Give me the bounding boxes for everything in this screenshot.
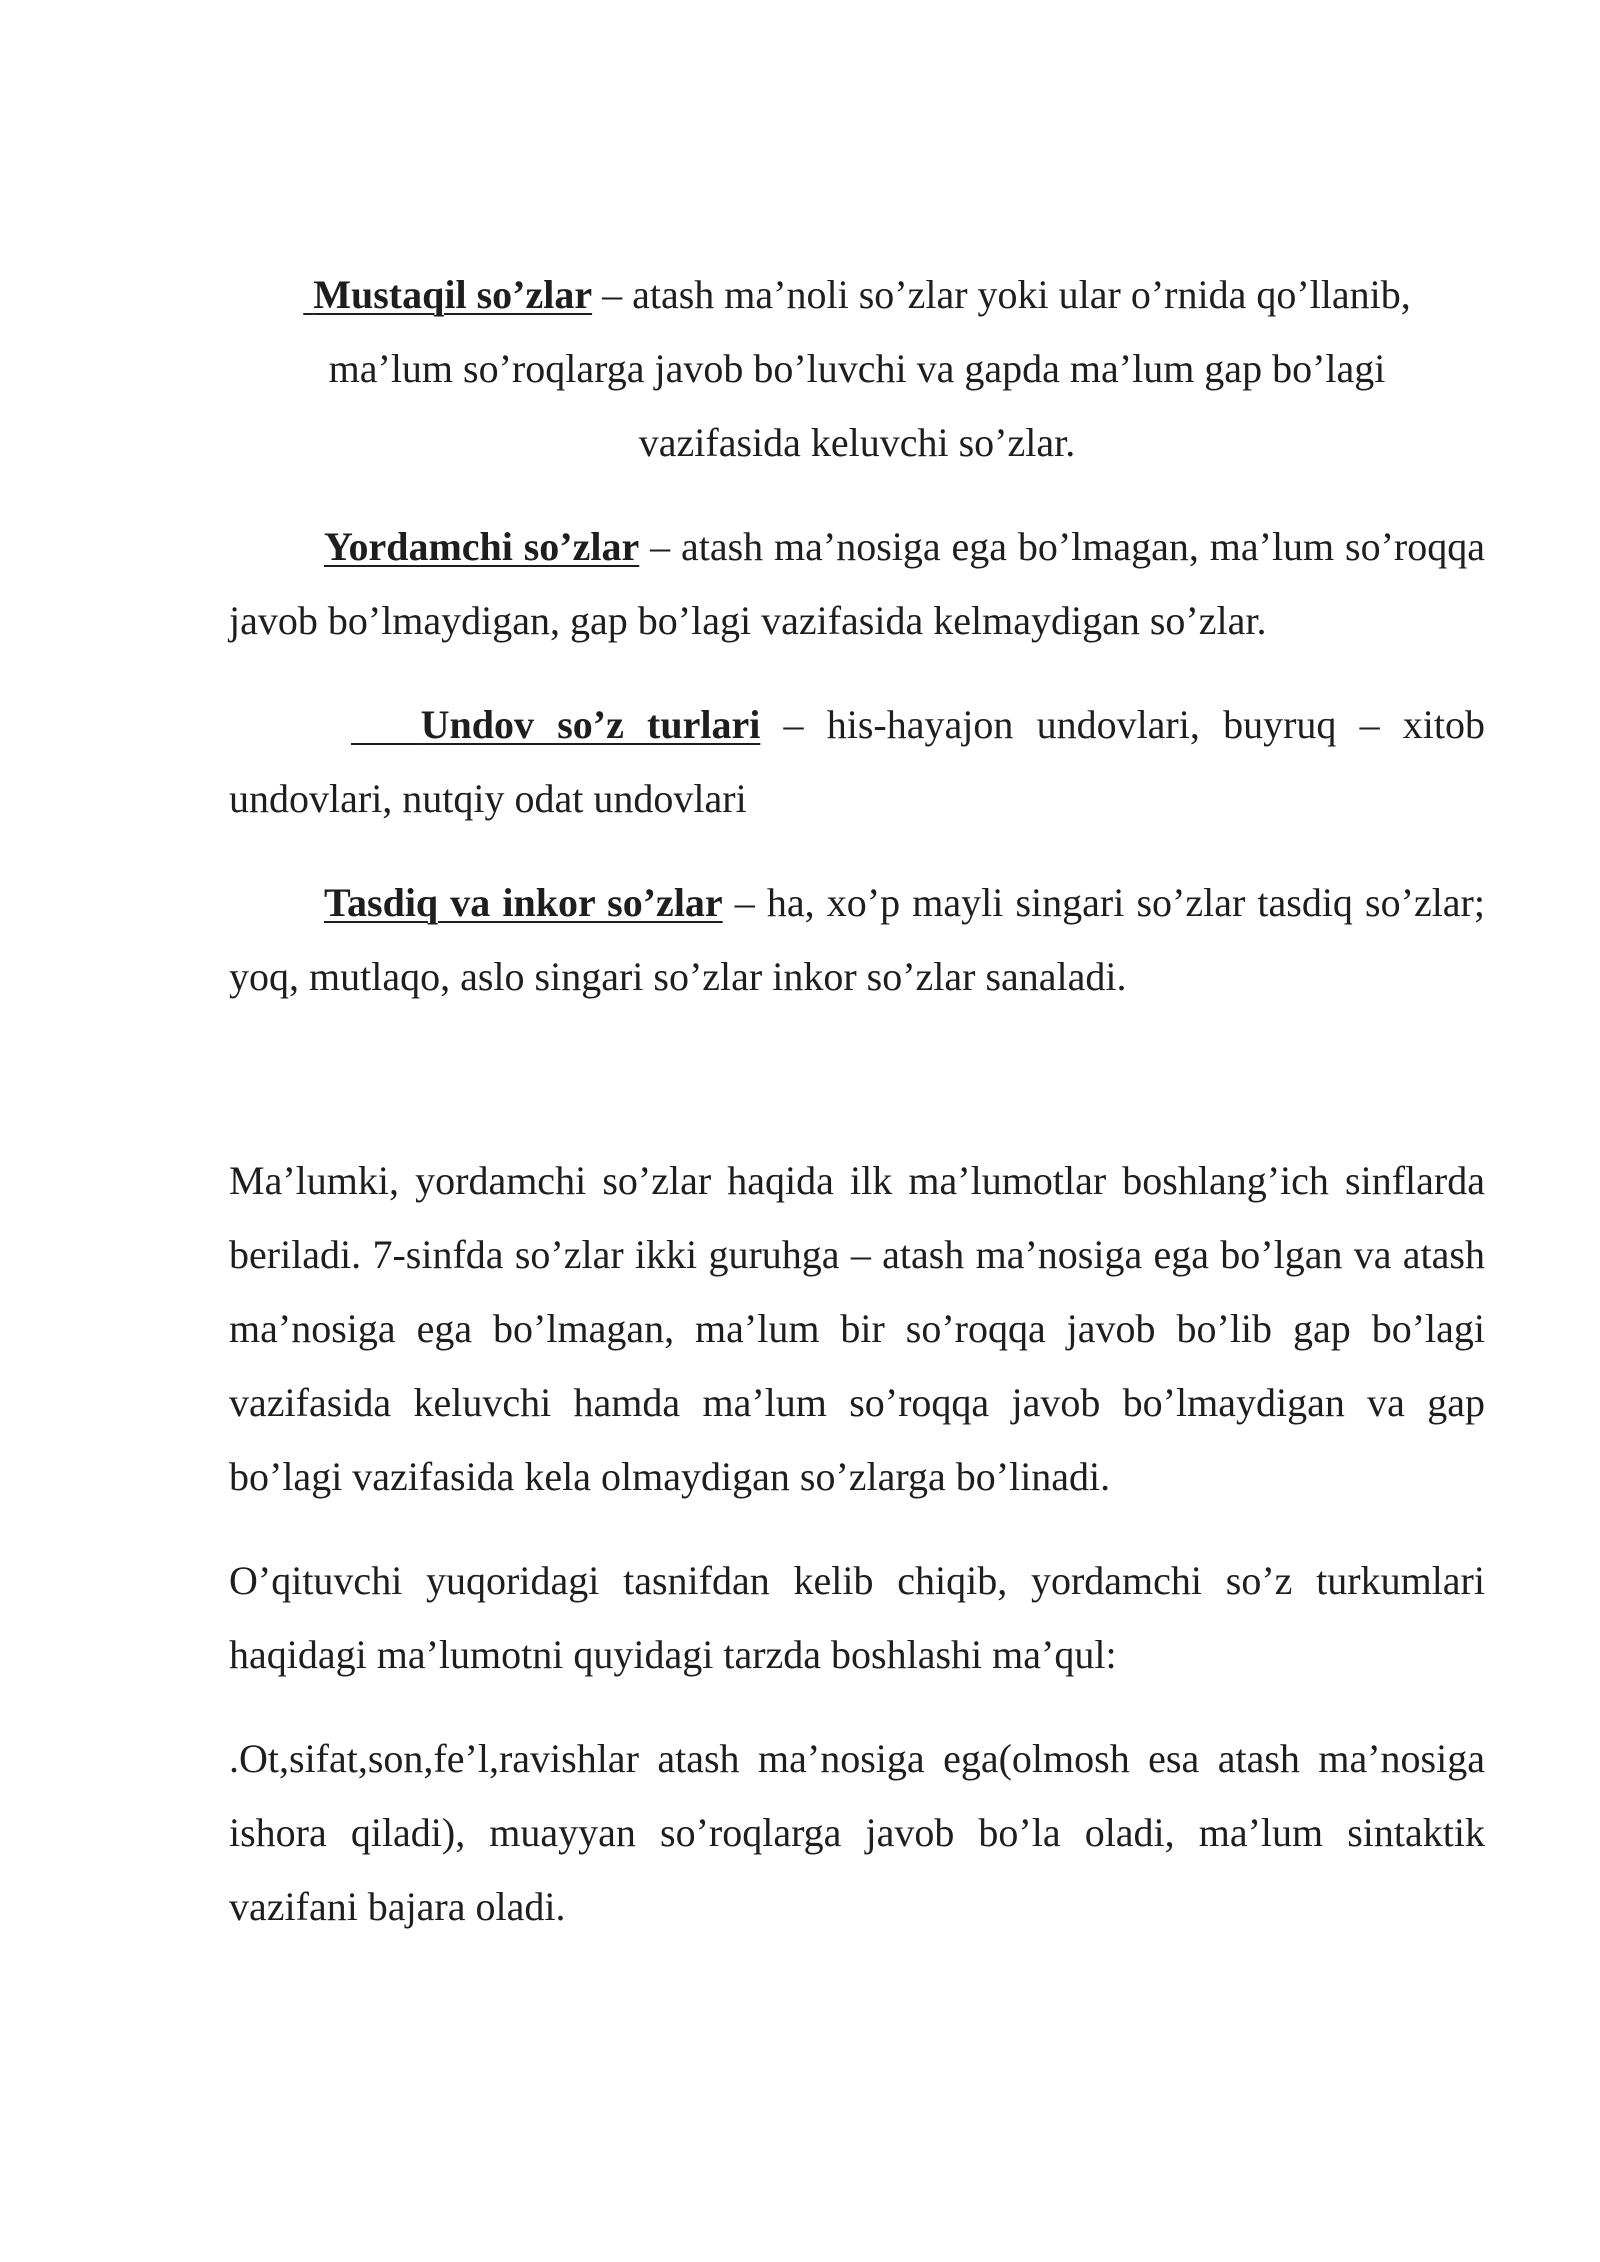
definition-term: Tasdiq va inkor so’zlar — [324, 880, 723, 925]
definition-text: – his-hayajon undovlari, buyruq – xitob undovlari, nutqiy odat undovlari — [229, 702, 1486, 821]
definition-term: Undov so’z turlari — [420, 702, 761, 747]
definition-text: – atash ma’nosiga ega bo’lmagan, ma’lum so’roqqa javob bo’lmaydigan, gap bo’lagi vazifasida kelmaydigan so’zlar. — [229, 524, 1485, 643]
definition-undov — [229, 688, 1485, 836]
definition-text: – atash ma’noli so’zlar yoki ular o’rnida qo’llanib, ma’lum so’roqlarga javob bo’luvchi va gapda ma’lum gap bo’lagi vazifasida keluvchi so’zlar. — [328, 272, 1411, 465]
document-page — [229, 258, 1485, 1944]
definition-term: Mustaqil so’zlar — [313, 272, 593, 317]
body-paragraph: Ma’lumki, yordamchi so’zlar haqida ilk ma’lumotlar boshlang’ich sinflarda beriladi. 7-sinfda so’zlar ikki guruhga – atash ma’nosiga ega bo’lgan va atash ma’nosiga ega bo’lmagan, ma’lum bir so’roqqa javob bo’lib gap bo’lagi vazifasida keluvchi hamda ma’lum so’roqqa javob bo’lmaydigan va gap bo’lagi vazifasida kela olmaydigan so’zlarga bo’linadi. — [229, 1158, 1485, 1499]
definition-term: Yordamchi so’zlar — [324, 524, 640, 569]
body-paragraph: .Ot,sifat,son,fe’l,ravishlar atash ma’nosiga ega(olmosh esa atash ma’nosiga ishora qiladi), muayyan so’roqlarga javob bo’la oladi, ma’lum sintaktik vazifani bajara oladi. — [229, 1736, 1485, 1929]
definition-yordamchi — [229, 510, 1485, 658]
definition-tasdiq-inkor — [229, 866, 1485, 1014]
definition-text: – ha, xo’p mayli singari so’zlar tasdiq so’zlar; yoq, mutlaqo, aslo singari so’zlar inkor so’zlar sanaladi. — [229, 880, 1485, 999]
definition-mustaqil — [229, 258, 1485, 480]
body-paragraph: O’qituvchi yuqoridagi tasnifdan kelib chiqib, yordamchi so’z turkumlari haqidagi ma’lumotni quyidagi tarzda boshlashi ma’qul: — [229, 1558, 1485, 1677]
definition-term — [303, 272, 313, 317]
definition-term — [351, 702, 421, 747]
